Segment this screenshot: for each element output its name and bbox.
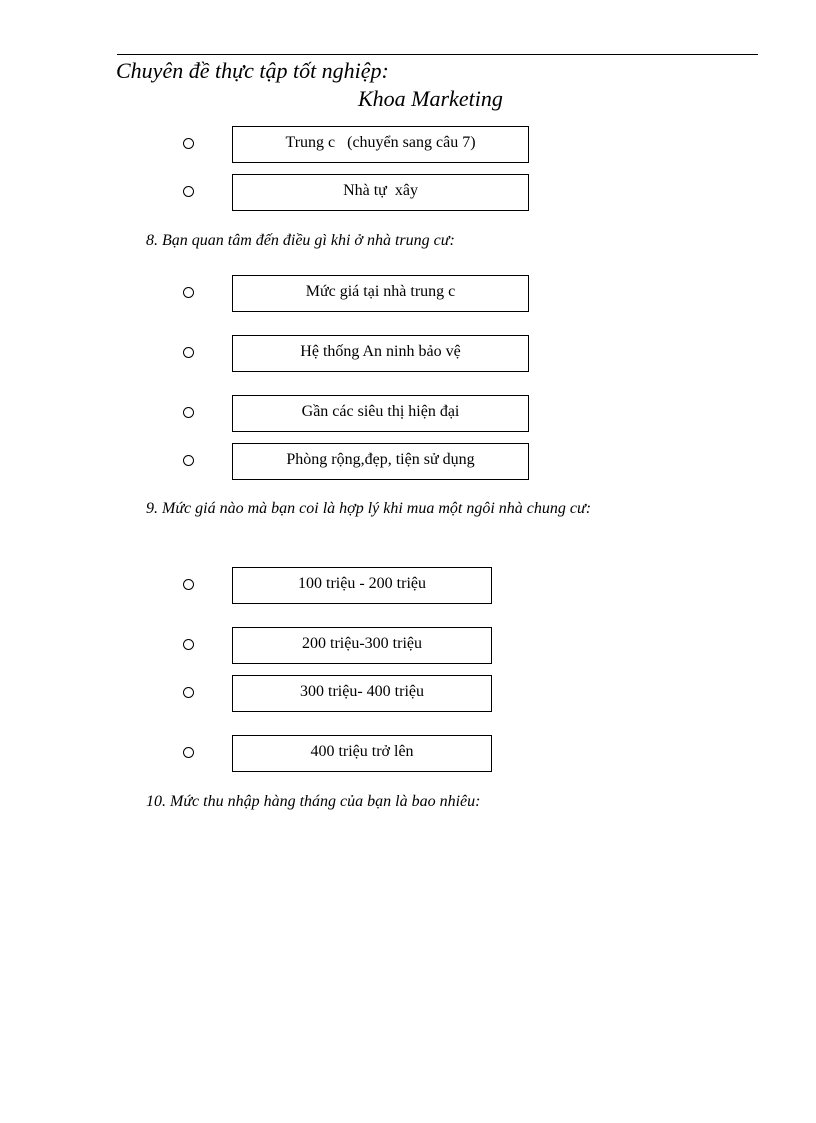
option-box[interactable]: 300 triệu- 400 triệu [232, 675, 492, 712]
radio-button[interactable] [183, 138, 194, 149]
radio-button[interactable] [183, 747, 194, 758]
option-row[interactable] [0, 275, 816, 312]
option-box[interactable]: 400 triệu trở lên [232, 735, 492, 772]
document-header-title: Chuyên đề thực tập tốt nghiệp: [116, 58, 389, 83]
option-row[interactable] [0, 735, 816, 772]
header-rule [117, 54, 758, 55]
option-row[interactable] [0, 335, 816, 372]
radio-button[interactable] [183, 579, 194, 590]
option-box[interactable]: Trung c (chuyển sang câu 7) [232, 126, 529, 163]
option-row[interactable] [0, 126, 816, 163]
option-box[interactable]: Mức giá tại nhà trung c [232, 275, 529, 312]
option-box[interactable]: Phòng rộng,đẹp, tiện sử dụng [232, 443, 529, 480]
option-box[interactable]: Gần các siêu thị hiện đại [232, 395, 529, 432]
option-box[interactable]: Hệ thống An ninh bảo vệ [232, 335, 529, 372]
option-row[interactable] [0, 627, 816, 664]
question-8-text: 8. Bạn quan tâm đến điều gì khi ở nhà trung cư: [146, 232, 455, 249]
radio-button[interactable] [183, 287, 194, 298]
radio-button[interactable] [183, 186, 194, 197]
radio-button[interactable] [183, 347, 194, 358]
option-row[interactable] [0, 675, 816, 712]
option-box[interactable]: Nhà tự xây [232, 174, 529, 211]
option-row[interactable] [0, 443, 816, 480]
option-row[interactable] [0, 395, 816, 432]
option-box[interactable]: 200 triệu-300 triệu [232, 627, 492, 664]
radio-button[interactable] [183, 687, 194, 698]
radio-button[interactable] [183, 639, 194, 650]
option-row[interactable] [0, 567, 816, 604]
question-10-text: 10. Mức thu nhập hàng tháng của bạn là bao nhiêu: [146, 793, 481, 810]
radio-button[interactable] [183, 407, 194, 418]
option-row[interactable] [0, 174, 816, 211]
document-header-department: Khoa Marketing [358, 86, 503, 111]
option-box[interactable]: 100 triệu - 200 triệu [232, 567, 492, 604]
radio-button[interactable] [183, 455, 194, 466]
question-9-text: 9. Mức giá nào mà bạn coi là hợp lý khi mua một ngôi nhà chung cư: [146, 500, 592, 517]
